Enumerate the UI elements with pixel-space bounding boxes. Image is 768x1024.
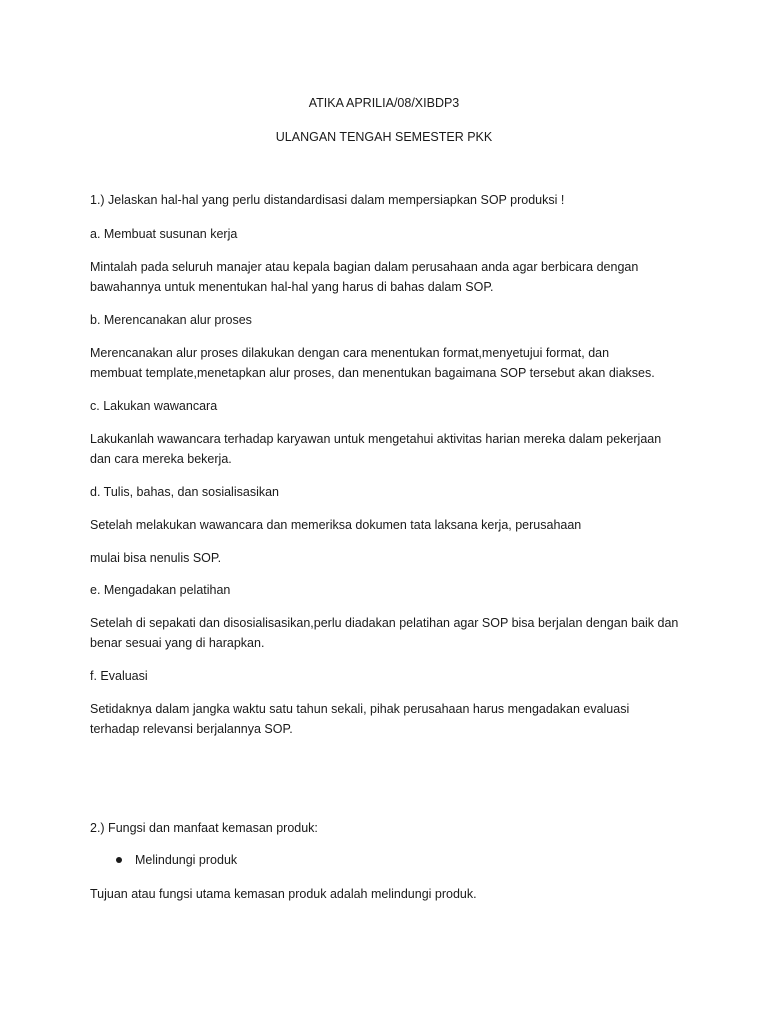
question-2-text-line-1: Tujuan atau fungsi utama kemasan produk adalah melindungi produk. [90, 887, 477, 901]
section-f-heading: f. Evaluasi [90, 669, 148, 683]
section-e-text-line-2: benar sesuai yang di harapkan. [90, 636, 265, 650]
section-e-heading: e. Mengadakan pelatihan [90, 583, 231, 597]
section-c-text-line-1: Lakukanlah wawancara terhadap karyawan untuk mengetahui aktivitas harian mereka dalam pekerjaan [90, 432, 662, 446]
section-d-text-line-2: mulai bisa nenulis SOP. [90, 551, 222, 565]
section-b-heading: b. Merencanakan alur proses [90, 313, 252, 327]
section-f-text-line-2: terhadap relevansi berjalannya SOP. [90, 722, 293, 736]
section-d-heading: d. Tulis, bahas, dan sosialisasikan [90, 485, 279, 499]
section-f-text-line-1: Setidaknya dalam jangka waktu satu tahun sekali, pihak perusahaan harus mengadakan evaluasi [90, 702, 630, 716]
section-a-heading: a. Membuat susunan kerja [90, 227, 238, 241]
question-1-prompt: 1.) Jelaskan hal-hal yang perlu distandardisasi dalam mempersiapkan SOP produksi ! [90, 193, 565, 207]
section-b-text-line-2: membuat template,menetapkan alur proses, dan menentukan bagaimana SOP tersebut akan diakses. [90, 366, 655, 380]
section-a-text-line-2: bawahannya untuk menentukan hal-hal yang harus di bahas dalam SOP. [90, 280, 494, 294]
section-d-text-line-1: Setelah melakukan wawancara dan memeriksa dokumen tata laksana kerja, perusahaan [90, 518, 582, 532]
section-b-text-line-1: Merencanakan alur proses dilakukan dengan cara menentukan format,menyetujui format, dan [90, 346, 610, 360]
bullet-item-1: Melindungi produk [135, 853, 238, 867]
section-c-heading: c. Lakukan wawancara [90, 399, 218, 413]
section-e-text-line-1: Setelah di sepakati dan disosialisasikan,perlu diadakan pelatihan agar SOP bisa berjalan dengan baik dan [90, 616, 679, 630]
exam-title: ULANGAN TENGAH SEMESTER PKK [275, 130, 493, 144]
section-c-text-line-2: dan cara mereka bekerja. [90, 452, 232, 466]
question-2-prompt: 2.) Fungsi dan manfaat kemasan produk: [90, 821, 318, 835]
author-line: ATIKA APRILIA/08/XIBDP3 [308, 96, 460, 110]
section-a-text-line-1: Mintalah pada seluruh manajer atau kepala bagian dalam perusahaan anda agar berbicara dengan [90, 260, 639, 274]
bullet-icon [116, 857, 122, 863]
